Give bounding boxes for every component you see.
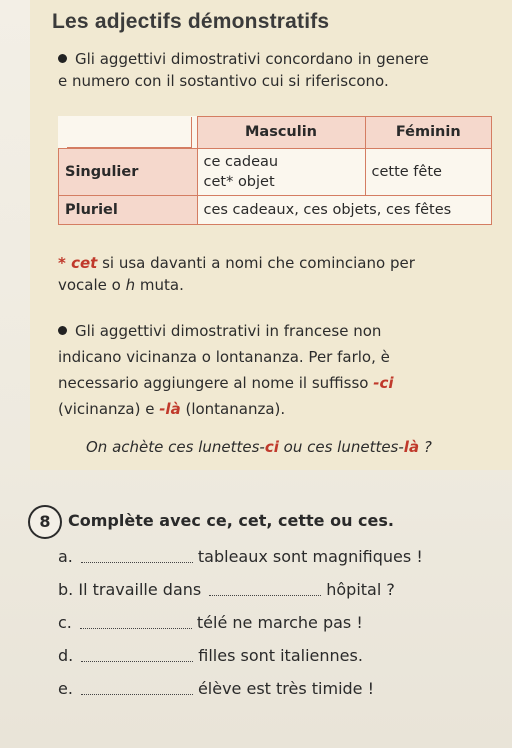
rule-2-line-2: indicano vicinanza o lontananza. Per farlo, è bbox=[58, 348, 390, 366]
exercise-instruction: Complète avec ce, cet, cette ou ces. bbox=[68, 511, 394, 530]
item-letter: d. bbox=[58, 646, 74, 665]
rule-2-line-1: Gli aggettivi dimostrativi in francese non bbox=[75, 322, 382, 340]
masc-line-1: ce cadeau bbox=[203, 153, 279, 170]
example-sentence bbox=[86, 436, 512, 458]
answer-blank-a[interactable] bbox=[81, 548, 193, 563]
cell-pluriel: ces cadeaux, ces objets, ces fêtes bbox=[197, 195, 492, 224]
suffix-la: -là bbox=[159, 400, 181, 418]
example-part-b: ou ces lunettes- bbox=[278, 438, 404, 456]
exercise-item-c bbox=[58, 613, 363, 632]
masc-line-2: cet* objet bbox=[203, 173, 275, 190]
item-text: élève est très timide ! bbox=[197, 679, 375, 698]
answer-blank-b[interactable] bbox=[209, 581, 321, 596]
note-cet bbox=[58, 252, 498, 296]
cell-singulier-masculin bbox=[197, 148, 365, 195]
exercise-item-a bbox=[58, 547, 423, 566]
rule-2 bbox=[58, 320, 498, 420]
example-part-c: ? bbox=[419, 438, 432, 456]
exercise-item-e bbox=[58, 679, 374, 698]
exercise-item-d bbox=[58, 646, 363, 665]
answer-blank-e[interactable] bbox=[81, 680, 193, 695]
item-letter: a. bbox=[58, 547, 73, 566]
header-masculin: Masculin bbox=[197, 117, 365, 149]
rule-2-line-3: necessario aggiungere al nome il suffisso bbox=[58, 374, 374, 392]
bullet-icon bbox=[58, 54, 67, 63]
rule-1 bbox=[58, 48, 498, 92]
example-part-a: On achète ces lunettes- bbox=[86, 438, 265, 456]
exercise-item-b bbox=[58, 580, 395, 599]
rule-2-line-4b: (lontananza). bbox=[180, 400, 286, 418]
item-letter: b. bbox=[58, 580, 74, 599]
row-singulier-label: Singulier bbox=[59, 148, 198, 195]
note-h: h bbox=[125, 276, 136, 294]
rule-1-line-1: Gli aggettivi dimostrativi concordano in genere bbox=[75, 50, 429, 68]
note-line-2b: muta. bbox=[135, 276, 184, 294]
item-text: hôpital ? bbox=[326, 580, 395, 599]
suffix-ci: -ci bbox=[373, 374, 394, 392]
item-letter: e. bbox=[58, 679, 73, 698]
exercise-number: 8 bbox=[28, 505, 62, 539]
item-letter: c. bbox=[58, 613, 72, 632]
answer-blank-c[interactable] bbox=[80, 614, 192, 629]
header-feminin: Féminin bbox=[365, 117, 492, 149]
row-pluriel-label: Pluriel bbox=[59, 195, 198, 224]
note-line-1: si usa davanti a nomi che cominciano per bbox=[97, 254, 415, 272]
note-star: * bbox=[58, 254, 72, 272]
item-text: tableaux sont magnifiques ! bbox=[197, 547, 423, 566]
item-text-before: Il travaille dans bbox=[78, 580, 202, 599]
table-corner bbox=[67, 117, 192, 148]
item-text: télé ne marche pas ! bbox=[196, 613, 363, 632]
cell-singulier-feminin: cette fête bbox=[365, 148, 492, 195]
example-ci: ci bbox=[264, 438, 279, 456]
page-title: Les adjectifs démonstratifs bbox=[52, 10, 330, 33]
note-word: cet bbox=[71, 254, 98, 272]
bullet-icon bbox=[58, 326, 67, 335]
note-line-2a: vocale o bbox=[58, 276, 126, 294]
rule-2-line-4a: (vicinanza) e bbox=[58, 400, 160, 418]
example-la: là bbox=[403, 438, 420, 456]
rule-1-line-2: e numero con il sostantivo cui si riferiscono. bbox=[58, 72, 389, 90]
item-text: filles sont italiennes. bbox=[198, 646, 363, 665]
answer-blank-d[interactable] bbox=[81, 647, 193, 662]
demonstrative-table bbox=[58, 116, 492, 225]
